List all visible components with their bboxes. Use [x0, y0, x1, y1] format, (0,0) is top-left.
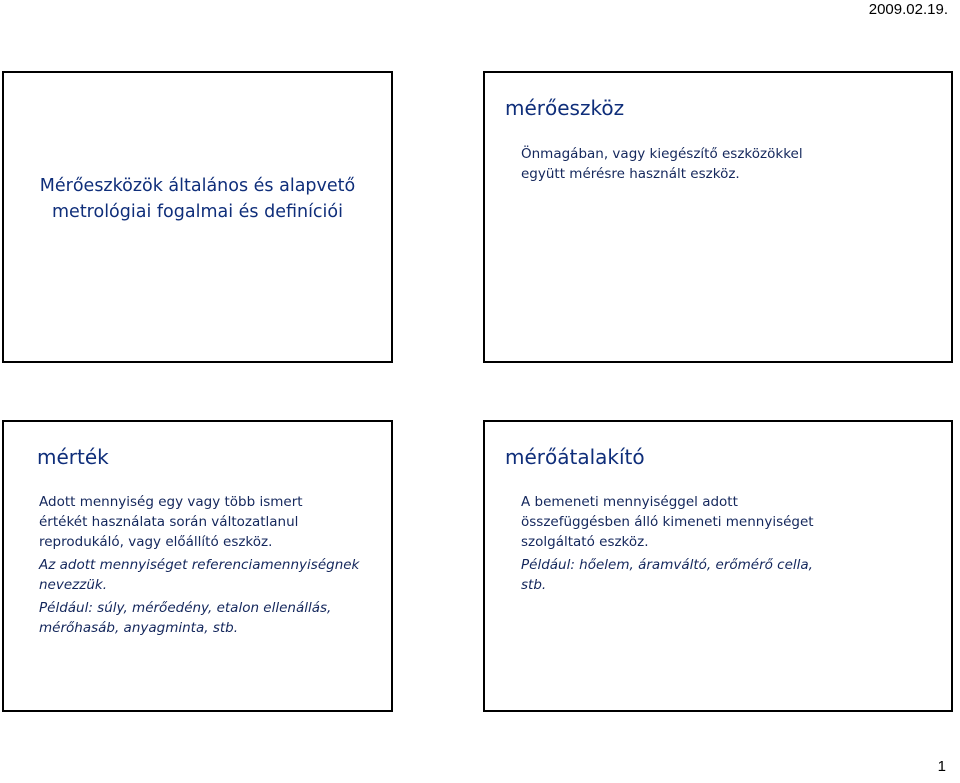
- page-number: 1: [937, 758, 946, 775]
- slide-thumbnail-3: [2, 420, 393, 712]
- slide-heading: mérőeszköz: [505, 96, 625, 120]
- slide-body: [521, 144, 943, 187]
- slide-thumbnail-2: [483, 71, 953, 363]
- slide-heading: mérőátalakító: [505, 445, 645, 469]
- slide-heading: mérték: [37, 445, 109, 469]
- slide-body: [521, 492, 943, 598]
- example-paragraph: Például: súly, mérőedény, etalon ellenállás, mérőhasáb, anyagminta, stb.: [39, 600, 332, 636]
- slide-title: Mérőeszközök általános és alapvető metrológiai fogalmai és definíciói: [39, 176, 356, 222]
- slide-body: [39, 492, 383, 641]
- page-date: 2009.02.19.: [868, 1, 948, 18]
- definition-paragraph: Adott mennyiség egy vagy több ismert értékét használata során változatlanul reprodukáló, vagy előállító eszköz.: [39, 494, 303, 550]
- definition-paragraph: A bemeneti mennyiséggel adott összefüggésben álló kimeneti mennyiséget szolgáltató eszköz.: [521, 494, 814, 550]
- note-paragraph: Az adott mennyiséget referenciamennyiségnek nevezzük.: [39, 557, 360, 593]
- example-paragraph: Például: hőelem, áramváltó, erőmérő cella, stb.: [521, 557, 813, 593]
- slide-thumbnail-1: [2, 71, 393, 363]
- slide-thumbnail-4: [483, 420, 953, 712]
- definition-paragraph: Önmagában, vagy kiegészítő eszközökkel együtt mérésre használt eszköz.: [521, 146, 803, 182]
